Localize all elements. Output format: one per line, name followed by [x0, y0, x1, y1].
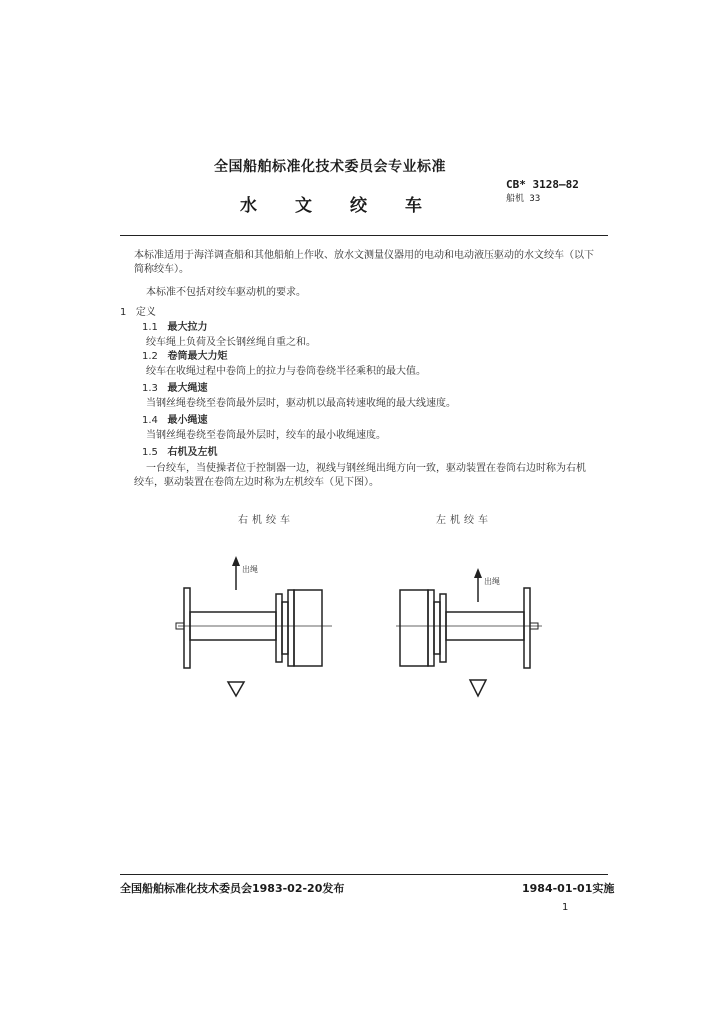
subsection-text: 一台绞车，当使操者位于控制器一边，视线与钢丝绳出绳方向一致，驱动装置在卷筒右边时称为右机绞车，驱动装置在卷筒左边时称为左机绞车（见下图）。: [134, 463, 586, 488]
gear-disc: [428, 590, 434, 666]
rope-out-arrow-icon: [474, 568, 482, 602]
subsection-heading: [142, 321, 207, 335]
subsection-text: 当钢丝绳卷绕至卷筒最外层时，绞车的最小收绳速度。: [146, 430, 386, 441]
subsection-number: 1.5: [142, 447, 158, 458]
subsection-heading: [142, 446, 217, 460]
subsection-text: 当钢丝绳卷绕至卷筒最外层时，驱动机以最高转速收绳的最大线速度。: [146, 398, 456, 409]
drive-unit: [294, 590, 322, 666]
intro-paragraph-scope: 本标准适用于海洋调查船和其他船舶上作收、放水文测量仪器用的电动和电动液压驱动的水文绞车（以下简称绞车）。: [134, 250, 594, 275]
standard-code: CB* 3128—82: [506, 178, 579, 191]
drum-flange-left: [184, 588, 190, 668]
right-winch-diagram: [170, 550, 340, 700]
drum-flange-right: [276, 594, 282, 662]
intro-paragraph-exclusion: 本标准不包括对绞车驱动机的要求。: [146, 287, 306, 298]
subsection-text: 绞车在收绳过程中卷筒上的拉力与卷筒卷绕半径乘积的最大值。: [146, 366, 426, 377]
rope-out-arrow-icon: [232, 556, 240, 590]
gear-disc: [288, 590, 294, 666]
drum-flange-right: [524, 588, 530, 668]
drum-flange-left: [440, 594, 446, 662]
operator-position-icon: [228, 682, 244, 696]
subsection-title: 卷筒最大力矩: [167, 351, 228, 362]
subsection-title: 最大拉力: [167, 322, 208, 333]
subsection-number: 1.2: [142, 351, 158, 362]
coupling: [434, 602, 440, 654]
subsection-title: 最小绳速: [167, 415, 208, 426]
subsection-heading: [142, 350, 227, 364]
subsection-title: 右机及左机: [167, 447, 218, 458]
committee-standard-title: 全国船舶标准化技术委员会专业标准: [214, 159, 446, 175]
left-winch-diagram: [392, 560, 552, 710]
subsection-number: 1.4: [142, 415, 158, 426]
issue-statement: 全国船舶标准化技术委员会1983-02-20发布: [120, 882, 345, 895]
top-rule: [120, 235, 608, 236]
document-title: 水文绞车: [240, 196, 460, 216]
left-winch-label: 左机绞车: [436, 515, 492, 526]
standard-category: 船机 33: [506, 194, 541, 204]
implementation-date: 1984-01-01实施: [522, 882, 615, 895]
section-number: 1: [120, 307, 127, 318]
subsection-heading: [142, 382, 207, 396]
coupling: [282, 602, 288, 654]
bottom-rule: [120, 874, 608, 875]
left-arrow-label: 出绳: [484, 577, 500, 586]
subsection-heading: [142, 414, 207, 428]
drive-unit: [400, 590, 428, 666]
subsection-title: 最大绳速: [167, 383, 208, 394]
right-winch-label: 右机绞车: [238, 515, 294, 526]
operator-position-icon: [470, 680, 486, 696]
section-heading: [120, 306, 156, 320]
subsection-number: 1.3: [142, 383, 158, 394]
right-arrow-label: 出绳: [242, 565, 258, 574]
subsection-text: 绞车绳上负荷及全长钢丝绳自重之和。: [146, 337, 316, 348]
subsection-number: 1.1: [142, 322, 158, 333]
page-number: 1: [562, 902, 569, 913]
section-title: 定义: [135, 307, 156, 318]
